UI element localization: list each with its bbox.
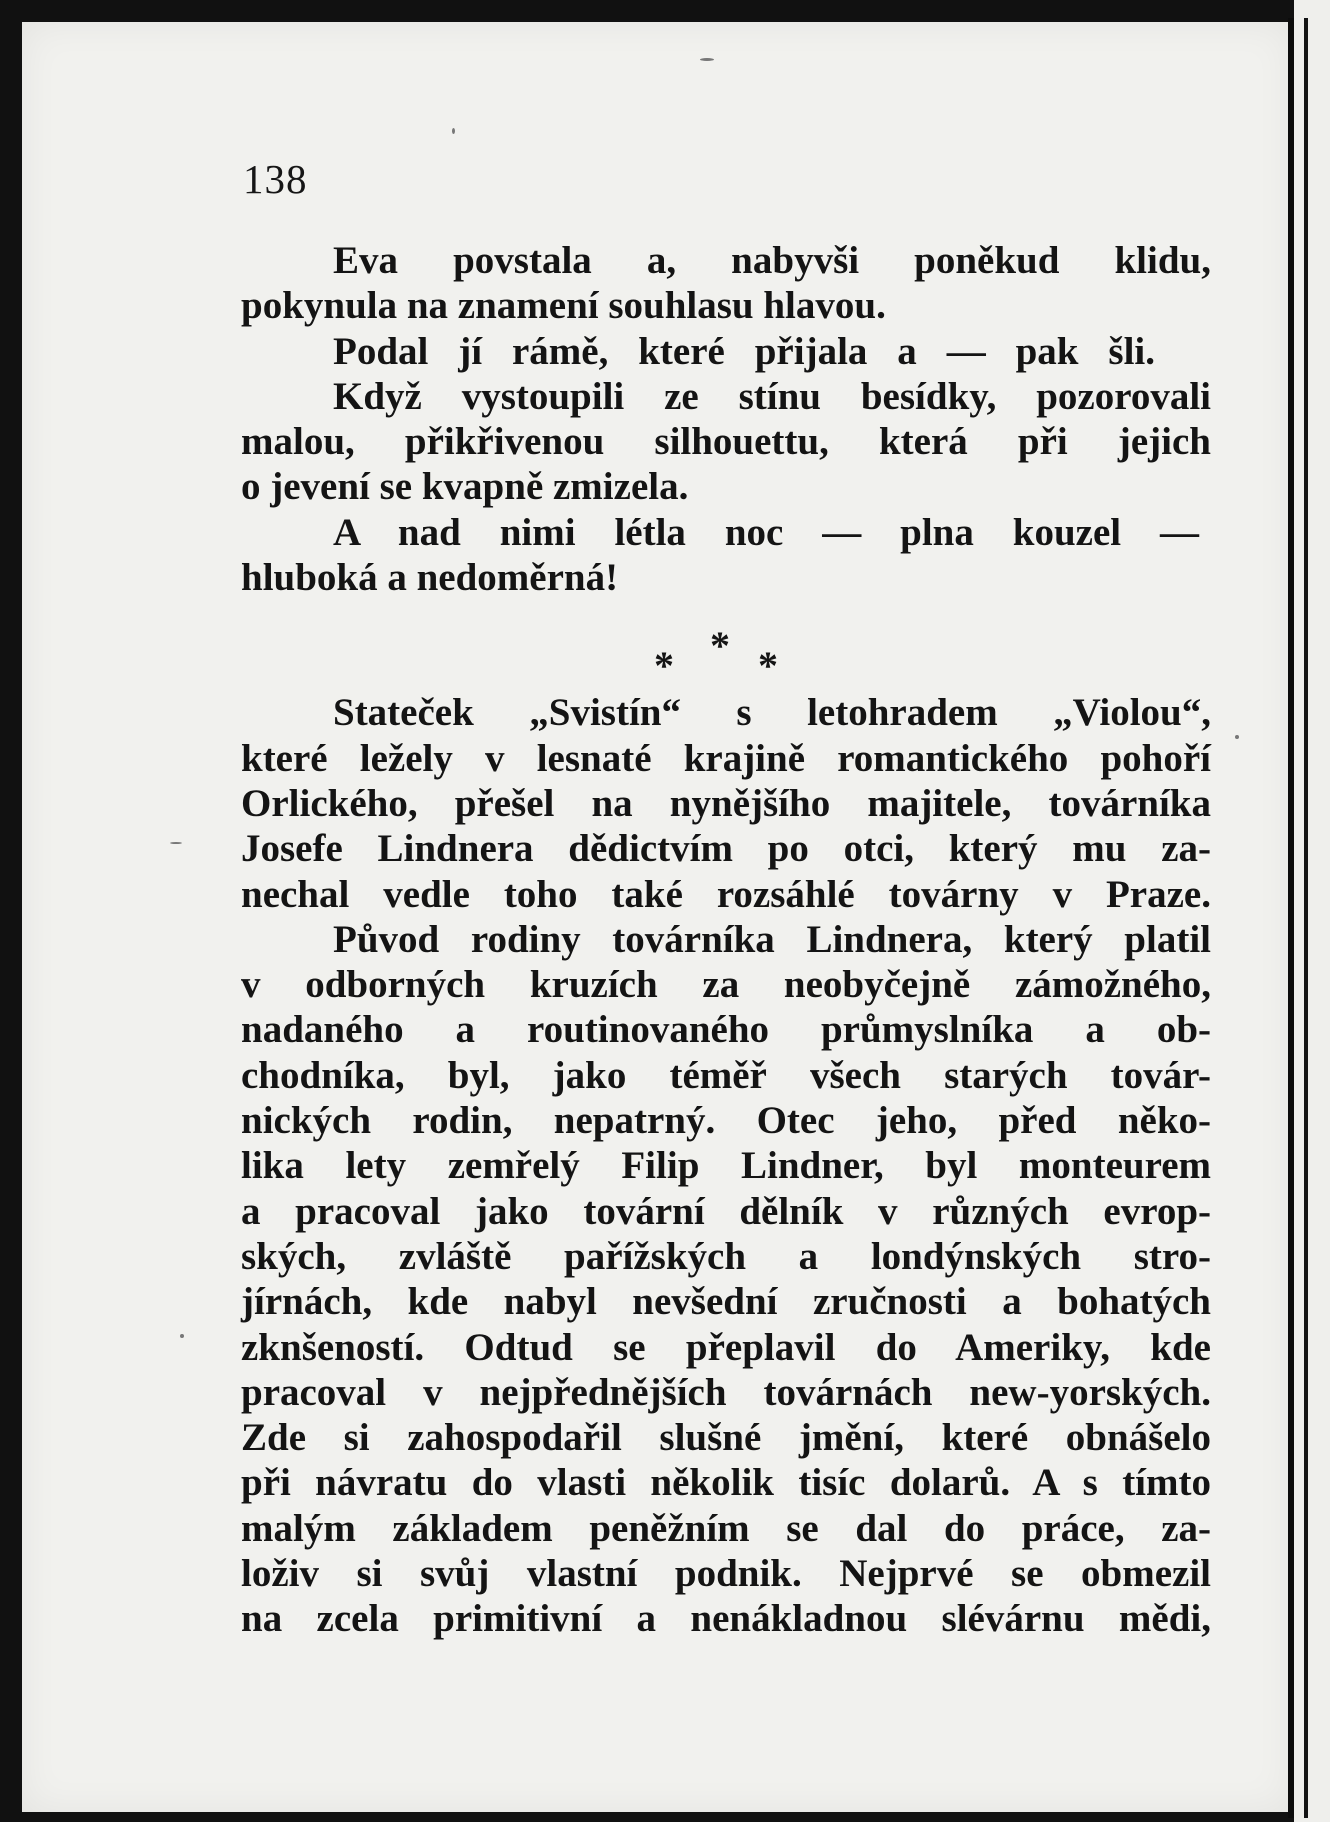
- text-line: zknšeností. Odtud se přeplavil do Ameriky, kde: [241, 1325, 1211, 1369]
- scan-speck: [180, 1334, 184, 1338]
- text-line: Původ rodiny továrníka Lindnera, který platil: [333, 917, 1211, 961]
- text-line: A nad nimi létla noc — plna kouzel —: [333, 510, 1199, 554]
- scan-speck: [452, 128, 455, 134]
- separator-asterisk: *: [758, 643, 778, 688]
- text-line: o jevení se kvapně zmizela.: [241, 465, 689, 509]
- text-line: Eva povstala a, nabyvši poněkud klidu,: [333, 239, 1211, 282]
- text-line: Orlického, přešel na nynějšího majitele, továrníka: [241, 781, 1211, 825]
- text-line: loživ si svůj vlastní podnik. Nejprvé se obmezil: [241, 1552, 1211, 1596]
- text-line: nadaného a routinovaného průmyslníka a ob-: [241, 1008, 1211, 1052]
- text-line: lika lety zemřelý Filip Lindner, byl monteurem: [241, 1144, 1211, 1188]
- text-line: při návratu do vlasti několik tisíc dolarů. A s tímto: [241, 1461, 1211, 1505]
- text-line: nechal vedle toho také rozsáhlé továrny v Praze.: [241, 872, 1211, 916]
- text-line: v odborných kruzích za neobyčejně zámožného,: [241, 963, 1211, 1007]
- text-line: Když vystoupili ze stínu besídky, pozorovali: [333, 374, 1211, 418]
- text-line: Podal jí rámě, které přijala a — pak šli.: [333, 329, 1155, 373]
- body-text: [241, 238, 1211, 1642]
- text-line: pokynula na znamení souhlasu hlavou.: [241, 284, 886, 328]
- text-line: na zcela primitivní a nenákladnou slévárnu mědi,: [241, 1597, 1211, 1641]
- adjacent-page-strip: [1294, 0, 1330, 1822]
- text-line: ských, zvláště pařížských a londýnských stro-: [241, 1234, 1211, 1278]
- text-line: malým základem peněžním se dal do práce, za-: [241, 1506, 1211, 1550]
- text-line: pracoval v nejpřednějších továrnách new-yorských.: [241, 1370, 1211, 1414]
- scan-speck: [1235, 735, 1239, 739]
- text-line: nických rodin, nepatrný. Otec jeho, před něko-: [241, 1099, 1211, 1143]
- page-number: 138: [243, 156, 308, 202]
- adjacent-page-edge: [1304, 18, 1308, 1818]
- text-line: Stateček „Svistín“ s letohradem „Violou“,: [333, 691, 1211, 735]
- text-line: Josefe Lindnera dědictvím po otci, který mu za-: [241, 827, 1211, 871]
- text-line: chodníka, byl, jako téměř všech starých továr-: [241, 1053, 1211, 1097]
- separator-asterisk: *: [654, 643, 674, 688]
- separator-asterisk: *: [710, 623, 730, 668]
- text-line: hluboká a nedoměrná!: [241, 556, 619, 600]
- text-line: které ležely v lesnaté krajině romantického pohoří: [241, 736, 1211, 780]
- section-separator: [600, 622, 820, 688]
- text-line: a pracoval jako tovární dělník v různých evrop-: [241, 1189, 1211, 1233]
- scan-speck: [170, 842, 182, 844]
- text-line: malou, přikřivenou silhouettu, která při jejich: [241, 420, 1211, 464]
- scan-speck: [700, 58, 714, 61]
- text-line: Zde si zahospodařil slušné jmění, které obnášelo: [241, 1416, 1211, 1460]
- text-line: jírnách, kde nabyl nevšední zručnosti a bohatých: [241, 1280, 1211, 1324]
